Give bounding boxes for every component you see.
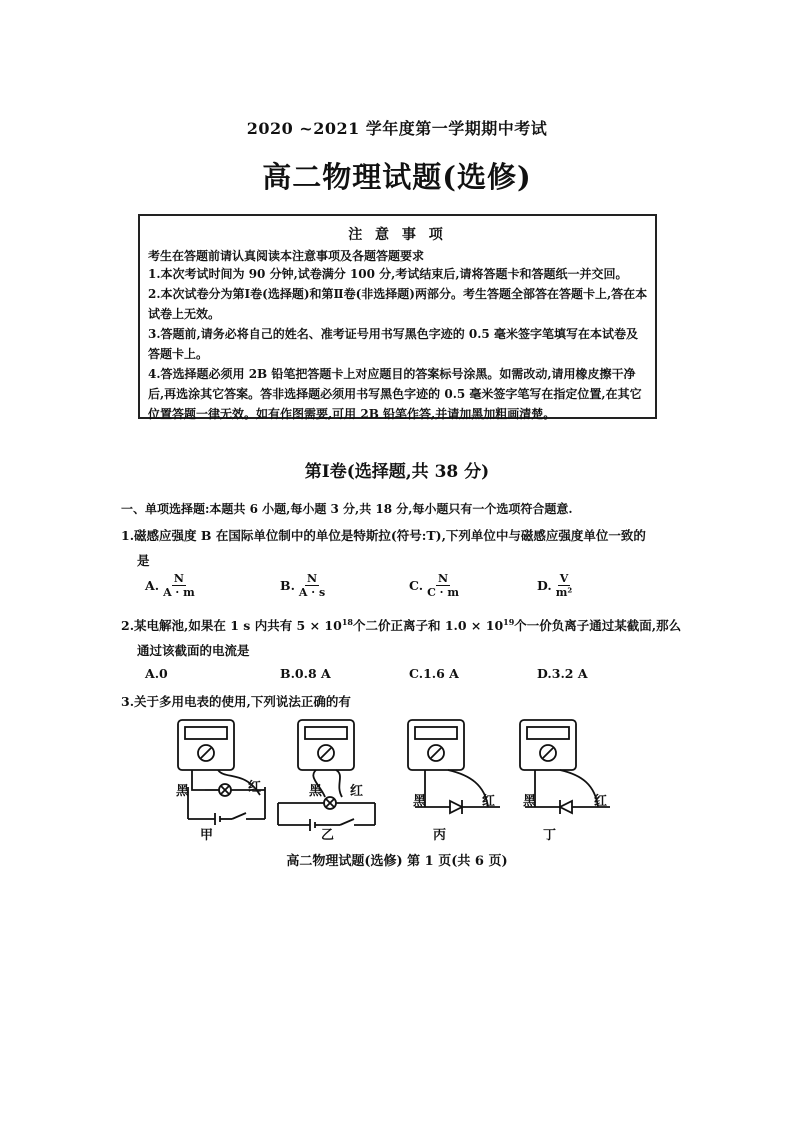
figure-jia <box>178 720 265 825</box>
figure-ding-label: 丁 <box>543 828 557 843</box>
notice-item-2: 2.本次试卷分为第Ⅰ卷(选择题)和第Ⅱ卷(非选择题)两部分。考生答题全部答在答题卡上,答在本试卷上无效。 <box>148 287 648 321</box>
figure-bing-red-label: 红 <box>482 794 496 809</box>
page-footer: 高二物理试题(选修) 第 1 页(共 6 页) <box>286 854 508 869</box>
q2-exponent-a: 18 <box>341 616 353 627</box>
notice-intro: 考生在答题前请认真阅读本注意事项及各题答题要求 <box>148 249 425 263</box>
q1-option-b-num: N <box>307 572 318 585</box>
figure-yi-label: 乙 <box>321 828 335 843</box>
q1-option-a <box>145 572 197 599</box>
q2-option-b: B.0.8 A <box>280 666 331 681</box>
notice-title: 注 意 事 项 <box>348 227 447 243</box>
part1-title: 第Ⅰ卷(选择题,共 38 分) <box>304 462 490 482</box>
q2-stem-part-c: 个一价负离子通过某截面,那么 <box>514 618 682 633</box>
q2-option-a: A.0 <box>145 666 168 681</box>
diode-ding <box>560 801 572 813</box>
multimeter-display-jia <box>185 727 227 739</box>
figure-jia-label: 甲 <box>200 828 214 843</box>
q1-stem-line1: 1.磁感应强度 B 在国际单位制中的单位是特斯拉(符号:T),下列单位中与磁感应强度单位一致的 <box>121 528 646 543</box>
figure-yi <box>278 720 375 831</box>
notice-item-1: 1.本次考试时间为 90 分钟,试卷满分 100 分,考试结束后,请将答题卡和答题纸一并交回。 <box>148 267 628 281</box>
multimeter-display-ding <box>527 727 569 739</box>
q2-exponent-b: 19 <box>503 616 515 627</box>
q1-option-a-num: N <box>173 572 184 585</box>
multimeter-display-bing <box>415 727 457 739</box>
notice-item-3: 3.答题前,请务必将自己的姓名、准考证号用书写黑色字迹的 0.5 毫米签字笔填写在本试卷及答题卡上。 <box>148 327 638 361</box>
q1-option-b-fraction <box>297 572 327 599</box>
multimeter-display-yi <box>305 727 347 739</box>
notice-item-4: 4.答选择题必须用 2B 铅笔把答题卡上对应题目的答案标号涂黑。如需改动,请用橡皮擦干净后,再选涂其它答案。答非选择题必须用书写黑色字迹的 0.5 毫米签字笔写在指定位置,在其它位置答题一律无效。如有作图需要,可用 2B 铅笔作答,并请加黑加粗画清楚。 <box>148 367 642 421</box>
exam-year-heading: 2020 ~2021 学年度第一学期期中考试 <box>246 119 548 138</box>
switch-yi <box>340 819 354 825</box>
q2-option-d: D.3.2 A <box>537 666 588 681</box>
figure-bing-black-label: 黑 <box>413 794 427 809</box>
q1-option-c <box>409 572 461 599</box>
q1-option-c-letter: C. <box>409 578 424 593</box>
switch-jia <box>232 813 246 819</box>
q1-option-d-num: V <box>559 572 569 585</box>
q1-option-d <box>537 572 574 599</box>
figure-yi-black-label: 黑 <box>309 784 323 799</box>
black-wire-jia <box>192 778 205 790</box>
q1-option-d-letter: D. <box>537 578 552 593</box>
q2-stem-part-a: 2.某电解池,如果在 1 s 内共有 5 × 10 <box>121 618 342 633</box>
notice-box <box>138 214 657 419</box>
q1-option-c-num: N <box>438 572 449 585</box>
q1-option-a-den: A · m <box>163 586 195 599</box>
figure-yi-red-label: 红 <box>350 784 364 799</box>
figure-ding-black-label: 黑 <box>523 794 537 809</box>
q1-option-c-fraction <box>425 572 461 599</box>
exam-title: 高二物理试题(选修) <box>262 160 532 194</box>
red-lead-yi <box>336 770 342 797</box>
figure-jia-red-label: 红 <box>248 780 262 795</box>
q1-option-b-letter: B. <box>280 578 295 593</box>
diode-bing <box>450 801 462 813</box>
figure-jia-black-label: 黑 <box>176 784 190 799</box>
q1-option-b-den: A · s <box>298 586 326 599</box>
notice-items <box>148 264 648 424</box>
q2-stem-line1 <box>121 616 681 634</box>
section1-title: 一、单项选择题:本题共 6 小题,每小题 3 分,共 18 分,每小题只有一个选项符合题意. <box>121 502 573 516</box>
red-lead-ding <box>560 770 598 807</box>
figure-ding-red-label: 红 <box>594 794 608 809</box>
q1-option-d-fraction <box>554 572 574 599</box>
q1-option-a-fraction <box>161 572 197 599</box>
q1-option-d-den: m² <box>555 586 573 599</box>
q1-stem-line2: 是 <box>137 553 150 568</box>
q3-multimeter-figures <box>170 715 620 845</box>
q2-option-c: C.1.6 A <box>409 666 459 681</box>
q2-stem-part-b: 个二价正离子和 1.0 × 10 <box>352 618 504 633</box>
figure-bing-label: 丙 <box>433 828 447 843</box>
q3-stem: 3.关于多用电表的使用,下列说法正确的有 <box>121 694 351 709</box>
q1-option-a-letter: A. <box>145 578 160 593</box>
q1-option-b <box>280 572 327 599</box>
q1-option-c-den: C · m <box>427 586 459 599</box>
q2-stem-line2: 通过该截面的电流是 <box>137 643 250 658</box>
